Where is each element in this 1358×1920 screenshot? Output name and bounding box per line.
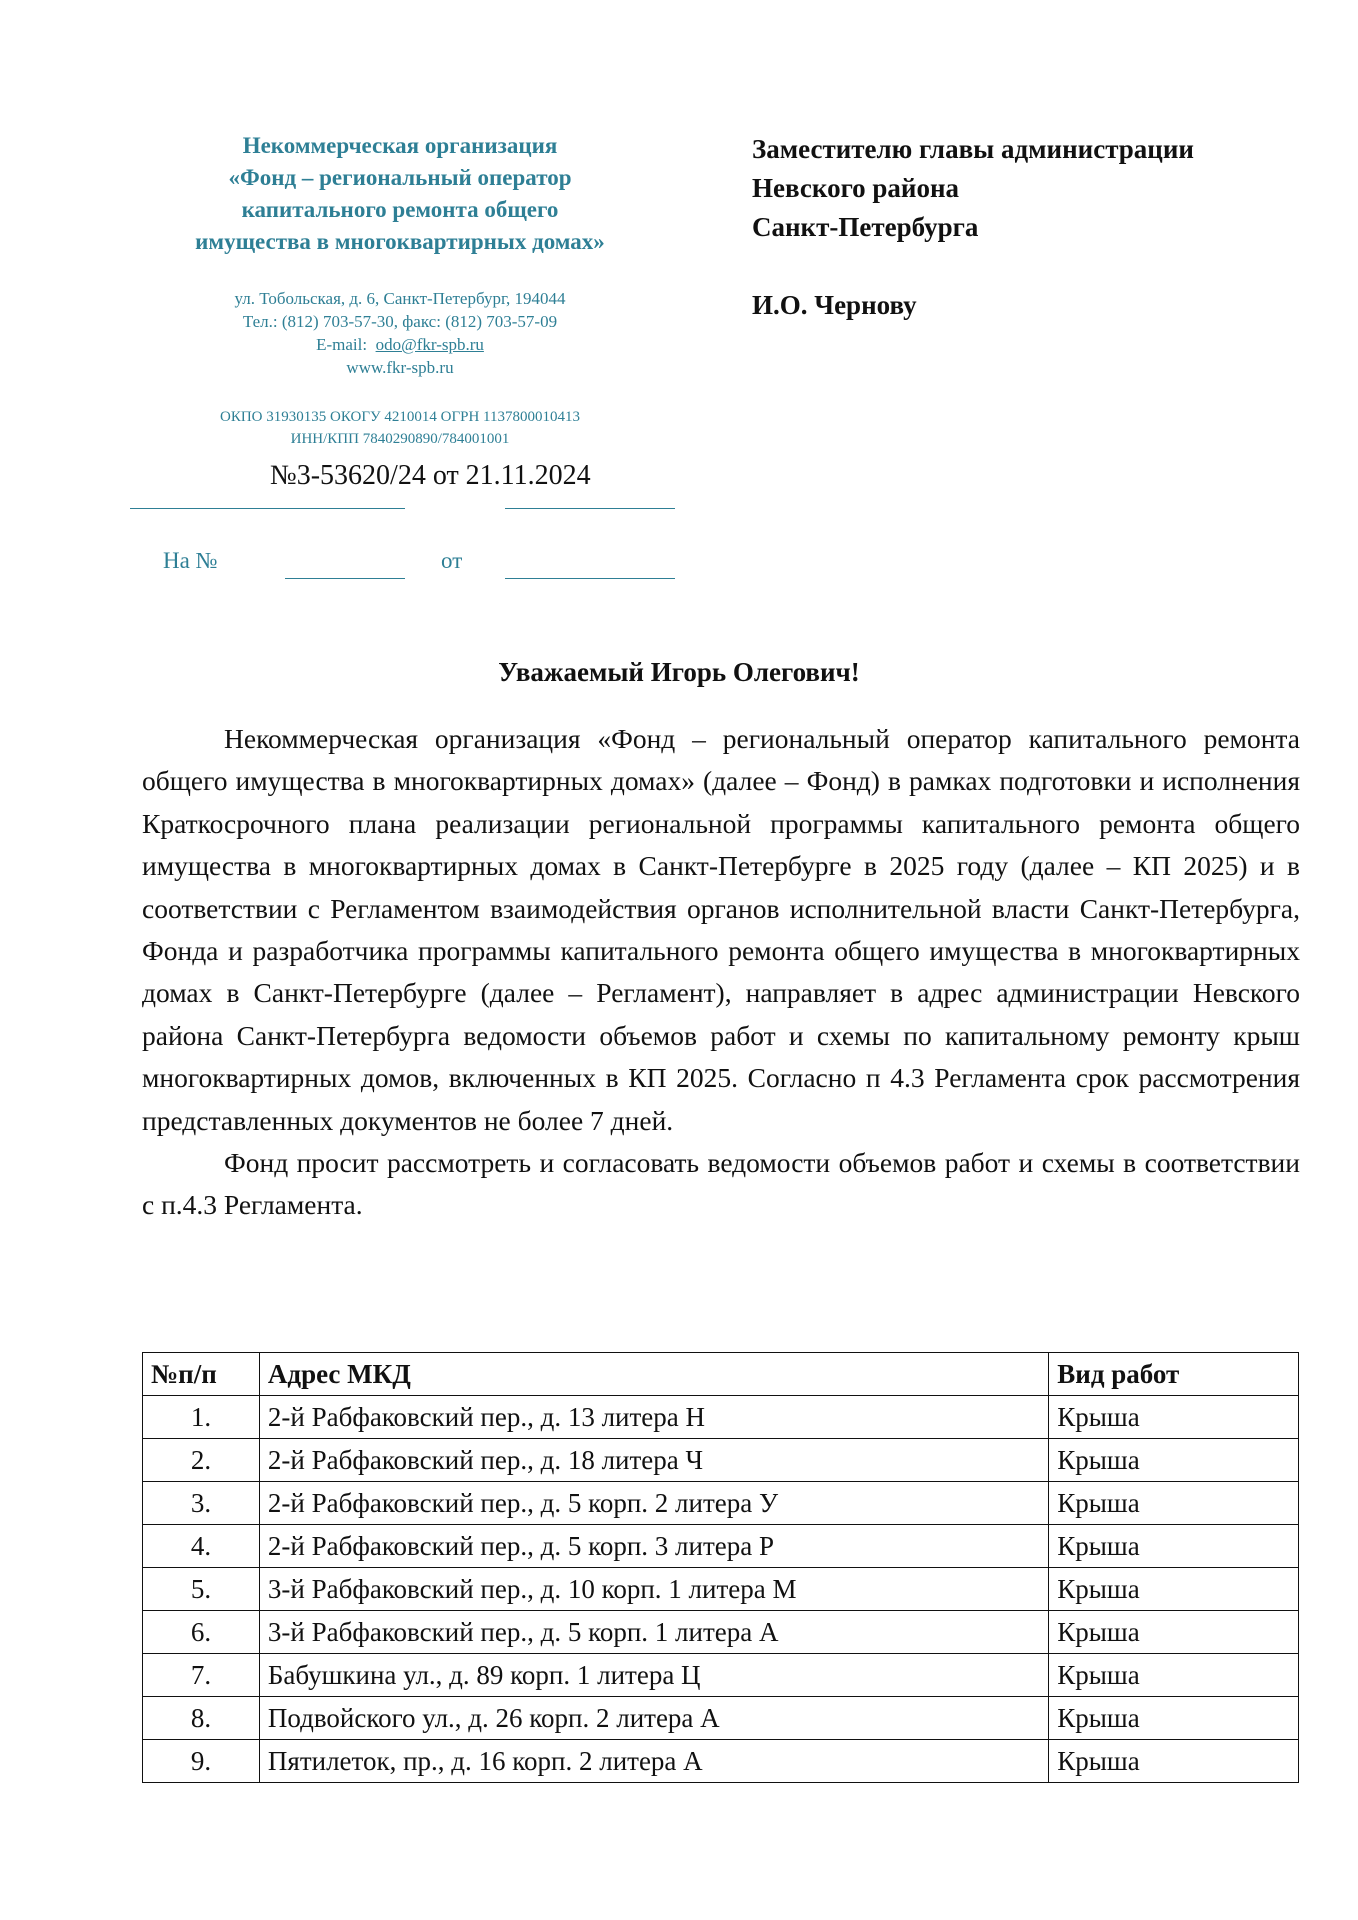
row-work-type: Крыша (1049, 1525, 1299, 1568)
row-number: 2. (143, 1439, 260, 1482)
row-address: Подвойского ул., д. 26 корп. 2 литера А (259, 1697, 1048, 1740)
doc-number-underline (130, 508, 405, 509)
organization-contacts (130, 287, 670, 379)
row-work-type: Крыша (1049, 1439, 1299, 1482)
addressee-line: Санкт-Петербурга (752, 212, 979, 242)
document-number: №3-53620/24 от 21.11.2024 (270, 460, 591, 491)
organization-email-line (130, 333, 670, 356)
table-row (143, 1396, 1299, 1439)
row-work-type: Крыша (1049, 1697, 1299, 1740)
row-work-type: Крыша (1049, 1740, 1299, 1783)
row-address: Бабушкина ул., д. 89 корп. 1 литера Ц (259, 1654, 1048, 1697)
table-row (143, 1654, 1299, 1697)
organization-name-line: капитального ремонта общего (241, 197, 559, 222)
reply-number-label: На № (163, 548, 218, 573)
row-address: 2-й Рабфаковский пер., д. 5 корп. 3 литера Р (259, 1525, 1048, 1568)
organization-name-line: Некоммерческая организация (242, 133, 558, 158)
organization-name-line: «Фонд – региональный оператор (228, 165, 572, 190)
addressee-block (752, 130, 1312, 247)
row-work-type: Крыша (1049, 1611, 1299, 1654)
row-number: 4. (143, 1525, 260, 1568)
row-number: 5. (143, 1568, 260, 1611)
row-work-type: Крыша (1049, 1568, 1299, 1611)
row-address: 3-й Рабфаковский пер., д. 5 корп. 1 литера А (259, 1611, 1048, 1654)
reply-date-field (505, 578, 675, 579)
addressee-line: Заместителю главы администрации (752, 134, 1194, 164)
organization-website: www.fkr-spb.ru (346, 358, 454, 377)
row-number: 6. (143, 1611, 260, 1654)
table-row (143, 1611, 1299, 1654)
header-number: №п/п (143, 1353, 260, 1396)
body-paragraph: Некоммерческая организация «Фонд – региональный оператор капитального ремонта общего имущества в многоквартирных домах» (далее – Фонд) в рамках подготовки и исполнения Краткосрочного плана реализации региональной программы капитального ремонта общего имущества в многоквартирных домах в Санкт-Петербурге в 2025 году (далее – КП 2025) и в соответствии с Регламентом взаимодействия органов исполнительной власти Санкт-Петербурга, Фонда и разработчика программы капитального ремонта общего имущества в многоквартирных домах в Санкт-Петербурге (далее – Регламент), направляет в адрес администрации Невского района Санкт-Петербурга ведомости объемов работ и схемы по капитальному ремонту крыш многоквартирных домов, включенных в КП 2025. Согласно п 4.3 Регламента срок рассмотрения представленных документов не более 7 дней. (142, 723, 1300, 1136)
row-number: 9. (143, 1740, 260, 1783)
row-work-type: Крыша (1049, 1482, 1299, 1525)
email-link[interactable]: odo@fkr-spb.ru (375, 335, 484, 354)
row-number: 7. (143, 1654, 260, 1697)
row-address: 2-й Рабфаковский пер., д. 5 корп. 2 литера У (259, 1482, 1048, 1525)
email-label: E-mail: (316, 335, 368, 354)
row-address: 2-й Рабфаковский пер., д. 18 литера Ч (259, 1439, 1048, 1482)
greeting: Уважаемый Игорь Олегович! (498, 657, 860, 687)
organization-name-line: имущества в многоквартирных домах» (195, 229, 605, 254)
header-work-type: Вид работ (1049, 1353, 1299, 1396)
row-number: 8. (143, 1697, 260, 1740)
letter-body (142, 718, 1300, 1227)
table-row (143, 1568, 1299, 1611)
row-work-type: Крыша (1049, 1396, 1299, 1439)
table-row (143, 1439, 1299, 1482)
organization-name (130, 130, 670, 258)
doc-date-underline (505, 508, 675, 509)
row-address: 2-й Рабфаковский пер., д. 13 литера Н (259, 1396, 1048, 1439)
row-number: 3. (143, 1482, 260, 1525)
reply-number-field (285, 578, 405, 579)
organization-address: ул. Тобольская, д. 6, Санкт-Петербург, 194044 (234, 289, 566, 308)
row-address: 3-й Рабфаковский пер., д. 10 корп. 1 литера М (259, 1568, 1048, 1611)
table-row (143, 1482, 1299, 1525)
buildings-table (142, 1352, 1299, 1783)
table-row (143, 1525, 1299, 1568)
table-header-row (143, 1353, 1299, 1396)
header-address: Адрес МКД (259, 1353, 1048, 1396)
table-row (143, 1740, 1299, 1783)
row-address: Пятилеток, пр., д. 16 корп. 2 литера А (259, 1740, 1048, 1783)
addressee-line: Невского района (752, 173, 960, 203)
addressee-name: И.О. Чернову (752, 290, 917, 320)
codes-line: ОКПО 31930135 ОКОГУ 4210014 ОГРН 1137800010413 (220, 409, 580, 425)
organization-phone: Тел.: (812) 703-57-30, факс: (812) 703-57-09 (242, 312, 558, 331)
row-number: 1. (143, 1396, 260, 1439)
reply-date-label: от (441, 548, 463, 573)
row-work-type: Крыша (1049, 1654, 1299, 1697)
organization-codes (130, 406, 670, 450)
table-row (143, 1697, 1299, 1740)
codes-line: ИНН/КПП 7840290890/784001001 (290, 431, 510, 447)
body-paragraph: Фонд просит рассмотреть и согласовать ведомости объемов работ и схемы в соответствии с п.4.3 Регламента. (142, 1147, 1300, 1221)
